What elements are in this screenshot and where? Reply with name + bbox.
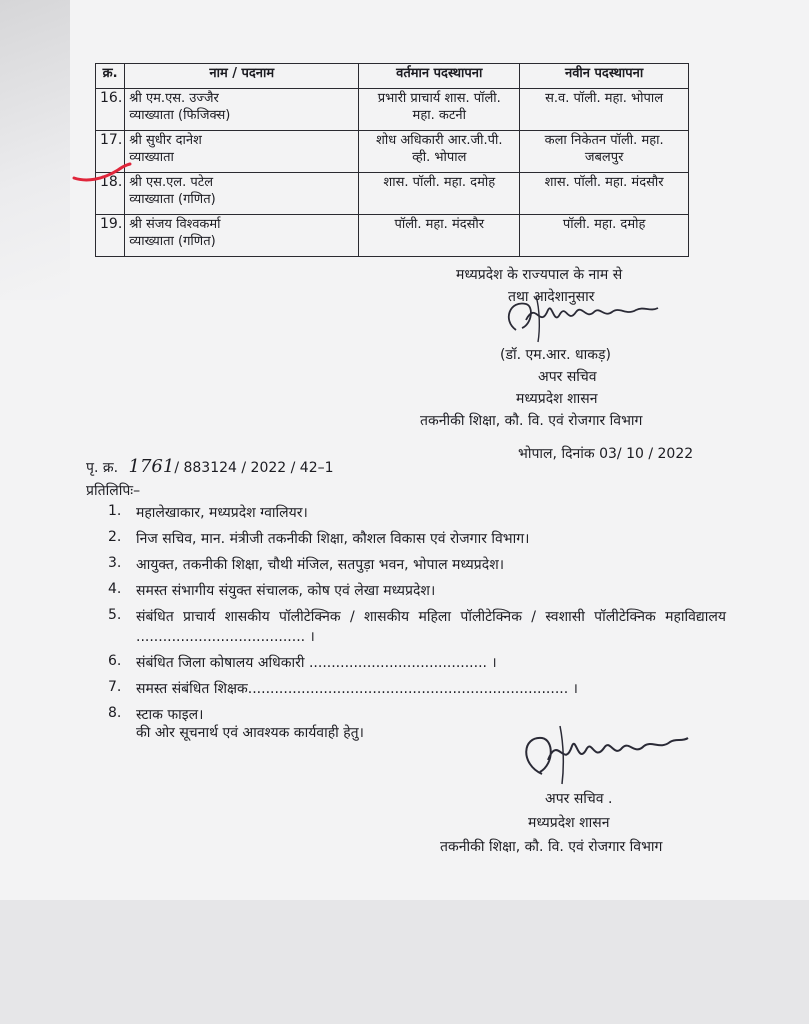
reference-handwritten: 1761 bbox=[128, 456, 175, 477]
current-posting-line: शास. पॉली. महा. दमोह bbox=[383, 175, 496, 190]
order-line-2: तथा आदेशानुसार bbox=[508, 289, 595, 305]
list-item bbox=[108, 581, 728, 607]
current-posting-cell bbox=[359, 131, 520, 173]
header-serial: क्र. bbox=[96, 64, 125, 89]
list-text: समस्त संभागीय संयुक्त संचालक, कोष एवं लेखा मध्यप्रदेश। bbox=[136, 583, 436, 599]
list-number: 2. bbox=[108, 529, 122, 545]
current-posting-line: महा. कटनी bbox=[412, 108, 466, 123]
list-item bbox=[108, 653, 728, 679]
date-line: भोपाल, दिनांक 03/ 10 / 2022 bbox=[518, 446, 694, 462]
current-posting-line: व्ही. भोपाल bbox=[412, 150, 467, 165]
signature-1 bbox=[496, 290, 666, 346]
list-number: 1. bbox=[108, 503, 122, 519]
current-posting-line: पॉली. महा. मंदसौर bbox=[394, 217, 485, 232]
list-item bbox=[108, 555, 728, 581]
signatory-2-govt: मध्यप्रदेश शासन bbox=[528, 815, 610, 831]
new-posting-line: कला निकेतन पॉली. महा. bbox=[544, 133, 664, 148]
table-row bbox=[96, 89, 689, 131]
name-cell bbox=[125, 131, 359, 173]
signatory-2-title: अपर सचिव . bbox=[545, 791, 613, 807]
current-posting-line: प्रभारी प्राचार्य शास. पॉली. bbox=[377, 91, 501, 106]
new-posting-line: शास. पॉली. महा. मंदसौर bbox=[544, 175, 664, 190]
person-designation: व्याख्याता (गणित) bbox=[129, 234, 216, 249]
list-text: समस्त संबंधित शिक्षक........................................................................ । bbox=[136, 681, 578, 697]
name-cell bbox=[125, 215, 359, 257]
list-text: महालेखाकार, मध्यप्रदेश ग्वालियर। bbox=[136, 505, 308, 521]
header-new-posting: नवीन पदस्थापना bbox=[520, 64, 689, 89]
table-row bbox=[96, 215, 689, 257]
new-posting-cell bbox=[520, 215, 689, 257]
new-posting-cell bbox=[520, 173, 689, 215]
current-posting-cell bbox=[359, 89, 520, 131]
transfer-table bbox=[95, 63, 689, 257]
list-number: 8. bbox=[108, 705, 122, 721]
person-designation: व्याख्याता (गणित) bbox=[129, 192, 216, 207]
current-posting-cell bbox=[359, 215, 520, 257]
signatory-1-title: अपर सचिव bbox=[538, 369, 597, 385]
list-item bbox=[108, 503, 728, 529]
serial-cell: 19. bbox=[96, 215, 125, 257]
name-cell bbox=[125, 173, 359, 215]
page-background-bottom bbox=[0, 900, 809, 1024]
red-tick-mark bbox=[72, 162, 132, 184]
current-posting-cell bbox=[359, 173, 520, 215]
header-name: नाम / पदनाम bbox=[125, 64, 359, 89]
new-posting-cell bbox=[520, 89, 689, 131]
list-number: 3. bbox=[108, 555, 122, 571]
person-designation: व्याख्याता (फिजिक्स) bbox=[129, 108, 231, 123]
signatory-1-dept: तकनीकी शिक्षा, कौ. वि. एवं रोजगार विभाग bbox=[420, 413, 643, 429]
reference-rest: / 883124 / 2022 / 42–1 bbox=[174, 460, 334, 476]
list-number: 6. bbox=[108, 653, 122, 669]
name-cell bbox=[125, 89, 359, 131]
person-name: श्री एस.एल. पटेल bbox=[129, 175, 214, 190]
signature-2 bbox=[514, 716, 694, 790]
table-header-row bbox=[96, 64, 689, 89]
list-number: 7. bbox=[108, 679, 122, 695]
list-text: संबंधित प्राचार्य शासकीय पॉलीटेक्निक / शासकीय महिला पॉलीटेक्निक / स्वशासी पॉलीटेक्निक महाविद्यालय ...................................... । bbox=[136, 609, 726, 645]
reference-prefix: पृ. क्र. bbox=[86, 460, 119, 476]
signatory-1-govt: मध्यप्रदेश शासन bbox=[516, 391, 598, 407]
new-posting-line: जबलपुर bbox=[584, 150, 624, 165]
serial-cell: 17. bbox=[96, 131, 125, 173]
table-row bbox=[96, 173, 689, 215]
new-posting-line: स.व. पॉली. महा. भोपाल bbox=[545, 91, 664, 106]
list-text: स्टाक फाइल। bbox=[136, 707, 204, 723]
new-posting-line: पॉली. महा. दमोह bbox=[562, 217, 646, 232]
signatory-1-name: (डॉ. एम.आर. धाकड़) bbox=[500, 347, 611, 363]
list-item bbox=[108, 679, 728, 705]
list-item bbox=[108, 607, 728, 653]
order-line-1: मध्यप्रदेश के राज्यपाल के नाम से bbox=[456, 267, 623, 283]
list-text: संबंधित जिला कोषालय अधिकारी ........................................ । bbox=[136, 655, 497, 671]
list-item bbox=[108, 529, 728, 555]
serial-cell: 16. bbox=[96, 89, 125, 131]
new-posting-cell bbox=[520, 131, 689, 173]
person-name: श्री संजय विश्वकर्मा bbox=[129, 217, 221, 232]
header-current-posting: वर्तमान पदस्थापना bbox=[359, 64, 520, 89]
list-number: 4. bbox=[108, 581, 122, 597]
list-text: निज सचिव, मान. मंत्रीजी तकनीकी शिक्षा, कौशल विकास एवं रोजगार विभाग। bbox=[136, 531, 530, 547]
signatory-2-dept: तकनीकी शिक्षा, कौ. वि. एवं रोजगार विभाग bbox=[440, 839, 663, 855]
serial-cell: 18. bbox=[96, 173, 125, 215]
current-posting-line: शोध अधिकारी आर.जी.पी. bbox=[375, 133, 503, 148]
person-designation: व्याख्याता bbox=[129, 150, 174, 165]
person-name: श्री एम.एस. उज्जैर bbox=[129, 91, 219, 106]
list-number: 5. bbox=[108, 607, 122, 623]
person-name: श्री सुधीर दानेश bbox=[129, 133, 202, 148]
closing-line: की ओर सूचनार्थ एवं आवश्यक कार्यवाही हेतु। bbox=[136, 725, 364, 741]
copy-list bbox=[108, 503, 728, 727]
list-text: आयुक्त, तकनीकी शिक्षा, चौथी मंजिल, सतपुड़ा भवन, भोपाल मध्यप्रदेश। bbox=[136, 557, 505, 573]
table-row bbox=[96, 131, 689, 173]
reference-number bbox=[86, 458, 334, 477]
copy-to-label: प्रतिलिपिः– bbox=[86, 483, 141, 499]
